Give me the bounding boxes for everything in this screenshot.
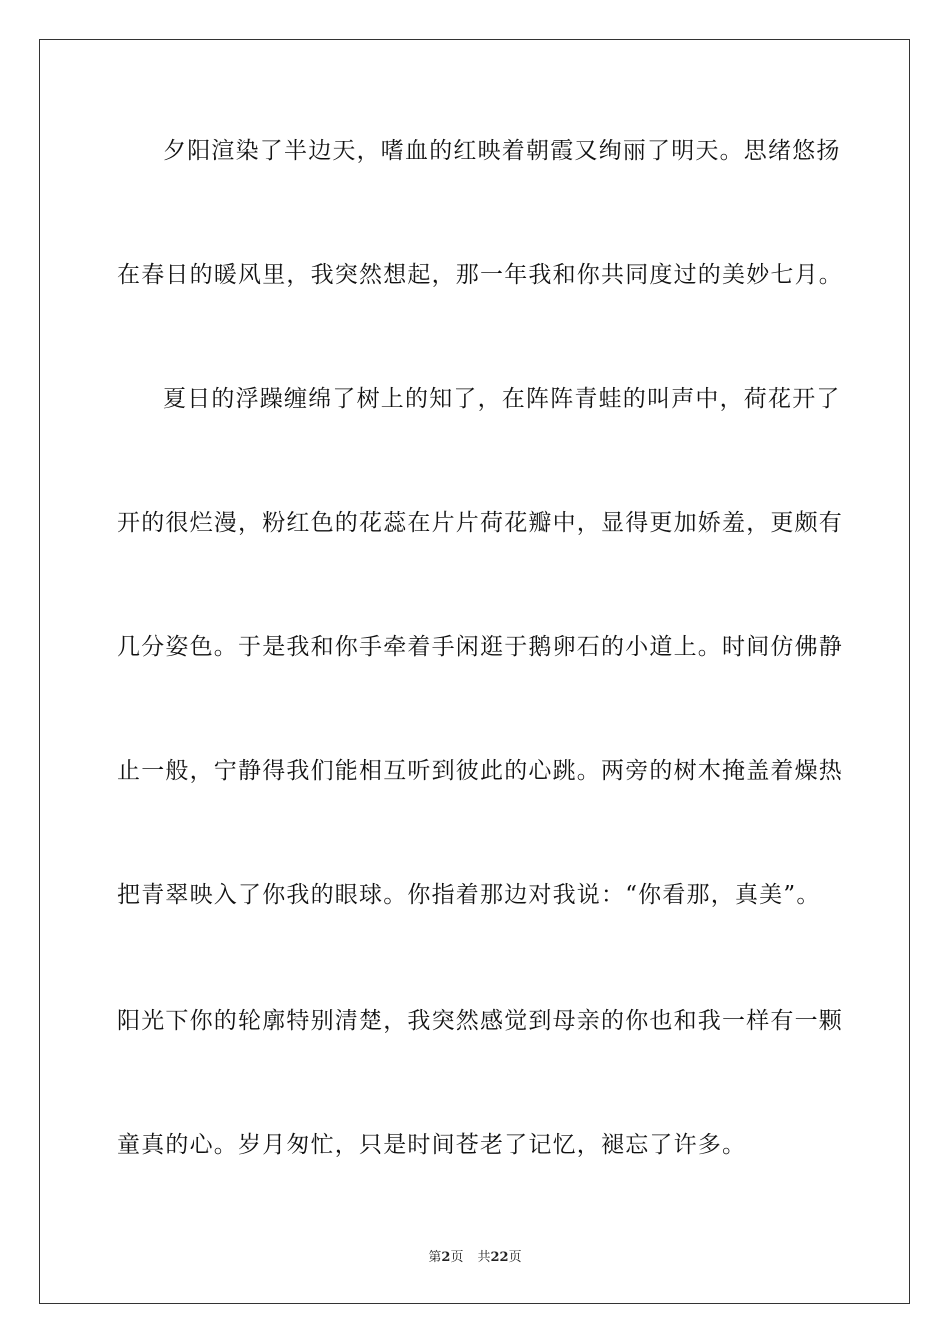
paragraph-2-line-5: 把青翠映入了你我的眼球。你指着那边对我说：“你看那，真美”。	[117, 882, 821, 908]
page-border	[39, 39, 910, 1304]
paragraph-1-line-1: 夕阳渲染了半边天，嗜血的红映着朝霞又绚丽了明天。思绪悠扬	[163, 138, 841, 164]
paragraph-2-line-3: 几分姿色。于是我和你手牵着手闲逛于鹅卵石的小道上。时间仿佛静	[117, 634, 843, 660]
page-footer	[0, 1246, 950, 1265]
paragraph-2-line-1: 夏日的浮躁缠绵了树上的知了，在阵阵青蛙的叫声中，荷花开了	[163, 386, 841, 412]
paragraph-2-line-4: 止一般，宁静得我们能相互听到彼此的心跳。两旁的树木掩盖着燥热	[117, 758, 843, 784]
paragraph-2-line-2: 开的很烂漫，粉红色的花蕊在片片荷花瓣中，显得更加娇羞，更颇有	[117, 510, 843, 536]
total-prefix: 共	[477, 1250, 491, 1265]
current-page-number: 2	[441, 1250, 451, 1265]
total-suffix: 页	[508, 1250, 522, 1265]
page-prefix: 第	[428, 1250, 442, 1265]
paragraph-1-line-2: 在春日的暖风里，我突然想起，那一年我和你共同度过的美妙七月。	[117, 262, 843, 288]
paragraph-2-line-6: 阳光下你的轮廓特别清楚，我突然感觉到母亲的你也和我一样有一颗	[117, 1008, 843, 1034]
paragraph-2-line-7: 童真的心。岁月匆忙，只是时间苍老了记忆，褪忘了许多。	[117, 1132, 747, 1158]
total-pages: 22	[490, 1250, 509, 1265]
page-suffix: 页	[450, 1250, 464, 1265]
